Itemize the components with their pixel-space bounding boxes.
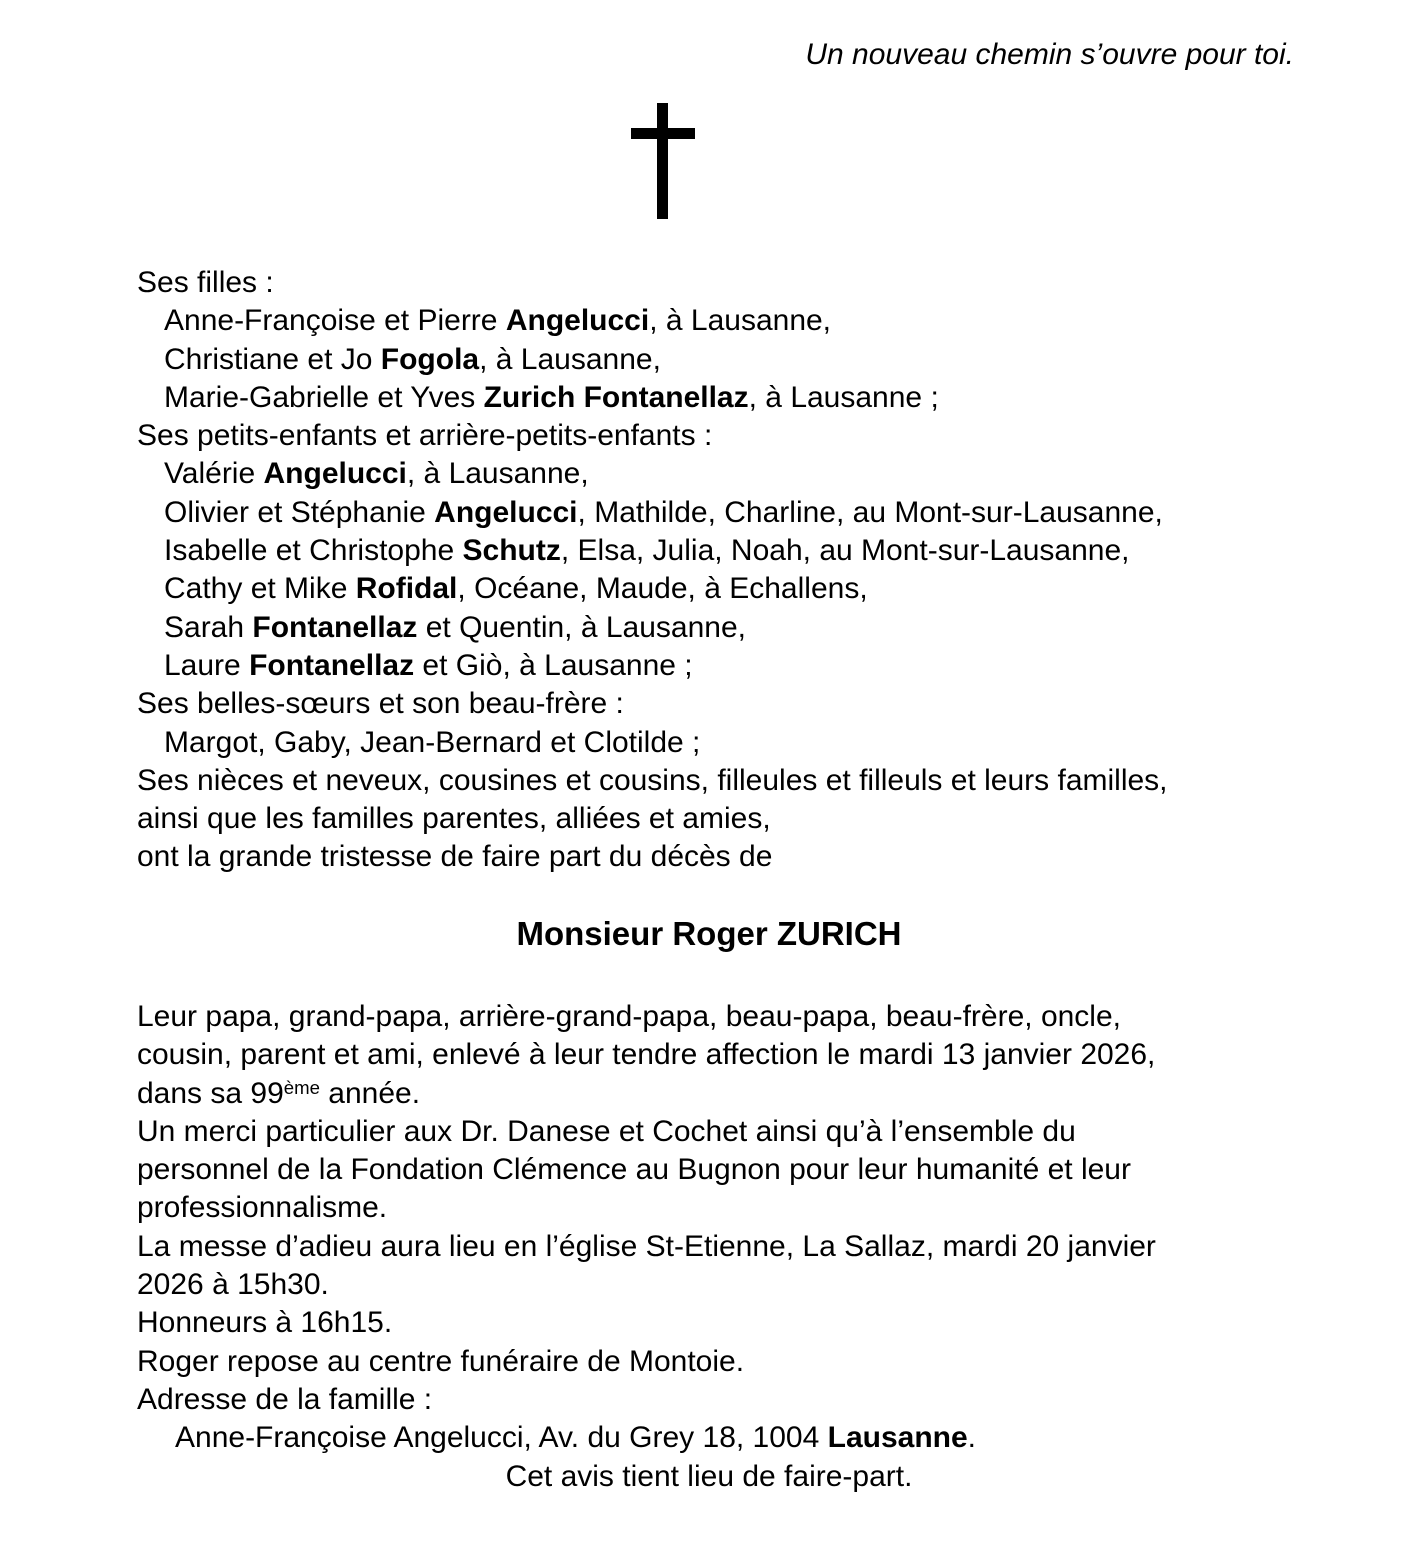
text-segment: Honneurs à 16h15.	[137, 1306, 393, 1340]
text-segment: Ses filles :	[137, 266, 274, 299]
bold-text-segment: Angelucci	[505, 304, 650, 338]
text-segment: , Mathilde, Charline, au Mont-sur-Lausanne,	[577, 495, 1163, 529]
text-line	[137, 1266, 1281, 1304]
text-line	[137, 455, 1281, 493]
text-line	[137, 1228, 1281, 1266]
cross-horizontal-bar	[631, 128, 695, 139]
text-line	[137, 998, 1281, 1036]
text-segment: Roger repose au centre funéraire de Montoie.	[137, 1344, 745, 1378]
text-segment: La messe d’adieu aura lieu en l’église St-Etienne, La Sallaz, mardi 20 janvier	[137, 1229, 1156, 1263]
bold-text-segment: Rofidal	[355, 572, 458, 606]
text-segment: et Quentin, à Lausanne,	[417, 610, 746, 644]
deceased-name: Monsieur Roger ZURICH	[516, 915, 902, 952]
text-line	[137, 685, 1281, 723]
text-segment: Ses petits-enfants et arrière-petits-enfants :	[137, 419, 713, 453]
text-line	[137, 494, 1281, 532]
text-line	[137, 1304, 1281, 1342]
text-segment: Sarah	[164, 610, 253, 644]
bold-text-segment: Angelucci	[263, 457, 407, 491]
text-line	[137, 647, 1281, 685]
bold-text-segment: Schutz	[462, 534, 561, 568]
text-line	[137, 1458, 1281, 1496]
text-segment: , à Lausanne,	[406, 457, 589, 491]
text-line	[137, 724, 1281, 762]
epigraph-text: Un nouveau chemin s’ouvre pour toi.	[805, 38, 1294, 71]
text-line	[137, 800, 1281, 838]
text-line	[137, 1036, 1281, 1074]
text-line	[137, 379, 1281, 417]
text-line	[137, 1151, 1281, 1189]
text-segment: , à Lausanne,	[479, 342, 661, 376]
text-segment: .	[967, 1421, 977, 1455]
bold-text-segment: Fontanellaz	[252, 610, 418, 644]
text-line	[137, 762, 1281, 800]
text-segment: ainsi que les familles parentes, alliées et amies,	[137, 802, 771, 836]
text-segment: cousin, parent et ami, enlevé à leur tendre affection le mardi 13 janvier 2026,	[137, 1038, 1156, 1072]
text-segment: dans sa 99	[137, 1076, 284, 1110]
text-line	[137, 1075, 1281, 1113]
text-segment: Ses nièces et neveux, cousines et cousins, filleules et filleuls et leurs familles,	[137, 763, 1168, 797]
text-line	[137, 570, 1281, 608]
text-segment: Leur papa, grand-papa, arrière-grand-papa, beau-papa, beau-frère, oncle,	[137, 1000, 1121, 1033]
text-segment: Margot, Gaby, Jean-Bernard et Clotilde ;	[164, 725, 701, 759]
bold-text-segment: Fontanellaz	[249, 648, 415, 682]
family-list	[137, 264, 1281, 877]
text-segment: Christiane et Jo	[164, 342, 381, 376]
bold-text-segment: Fogola	[380, 342, 480, 376]
text-line	[137, 1381, 1281, 1419]
announcement-details	[137, 998, 1281, 1496]
text-segment: Ses belles-sœurs et son beau-frère :	[137, 687, 624, 721]
text-segment: Un merci particulier aux Dr. Danese et Cochet ainsi qu’à l’ensemble du	[137, 1114, 1076, 1148]
text-segment: Adresse de la famille :	[137, 1382, 433, 1416]
text-line	[137, 341, 1281, 379]
text-segment: Olivier et Stéphanie	[164, 495, 435, 529]
text-segment: année.	[319, 1076, 421, 1110]
text-line	[137, 1189, 1281, 1227]
text-line	[137, 302, 1281, 340]
text-segment: ème	[283, 1077, 320, 1099]
text-segment: Cet avis tient lieu de faire-part.	[505, 1459, 913, 1493]
text-segment: Cathy et Mike	[164, 572, 356, 606]
text-line	[137, 417, 1281, 455]
text-segment: professionnalisme.	[137, 1191, 388, 1225]
text-segment: ont la grande tristesse de faire part du décès de	[137, 840, 773, 874]
text-line	[137, 1343, 1281, 1381]
text-segment: Isabelle et Christophe	[164, 534, 463, 568]
bold-text-segment: Angelucci	[434, 495, 578, 529]
text-line	[137, 1113, 1281, 1151]
text-segment: Marie-Gabrielle et Yves	[164, 380, 484, 414]
text-line	[137, 1419, 1281, 1457]
text-segment: , Elsa, Julia, Noah, au Mont-sur-Lausanne,	[560, 534, 1130, 568]
text-line	[137, 264, 1281, 302]
text-segment: Valérie	[164, 457, 264, 491]
text-segment: Laure	[164, 648, 250, 682]
latin-cross-icon	[631, 103, 695, 219]
text-line	[137, 838, 1281, 876]
text-segment: 2026 à 15h30.	[137, 1268, 329, 1302]
bold-text-segment: Zurich Fontanellaz	[483, 380, 749, 414]
text-segment: et Giò, à Lausanne ;	[414, 648, 693, 682]
text-segment: Anne-Françoise Angelucci, Av. du Grey 18, 1004	[175, 1421, 828, 1455]
text-segment: personnel de la Fondation Clémence au Bugnon pour leur humanité et leur	[137, 1153, 1131, 1187]
text-segment: , à Lausanne,	[649, 304, 832, 338]
text-segment: Anne-Françoise et Pierre	[164, 304, 506, 338]
text-segment: , Océane, Maude, à Echallens,	[457, 572, 868, 606]
bold-text-segment: Lausanne	[827, 1421, 968, 1455]
text-segment: , à Lausanne ;	[748, 380, 939, 414]
text-line	[137, 532, 1281, 570]
cross-vertical-bar	[657, 103, 668, 219]
text-line	[137, 609, 1281, 647]
